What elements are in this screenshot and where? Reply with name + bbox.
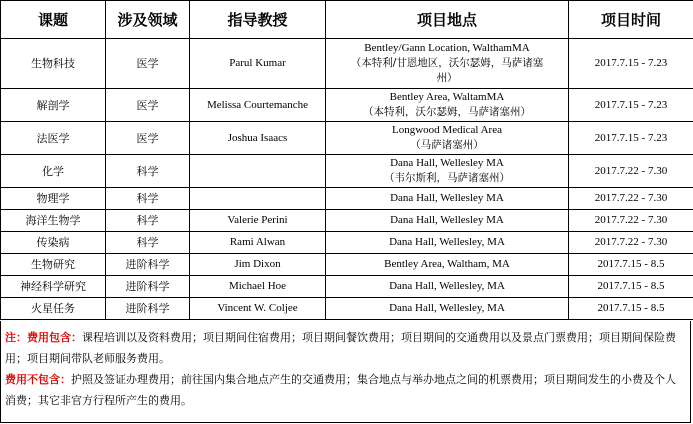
domain-cell: 医学 — [106, 122, 190, 155]
advisor-cell: Vincent W. Coljee — [190, 298, 326, 320]
domain-cell: 科学 — [106, 188, 190, 210]
location-line: Bentley/Gann Location, WalthamMA — [364, 42, 530, 54]
time-cell: 2017.7.22 - 7.30 — [569, 155, 693, 188]
table-row — [1, 155, 693, 188]
course-cell: 火星任务 — [1, 298, 106, 320]
time-cell: 2017.7.15 - 8.5 — [569, 298, 693, 320]
domain-cell: 科学 — [106, 232, 190, 254]
header-domain: 涉及领域 — [106, 1, 190, 39]
location-line: （本特利/甘恩地区，沃尔瑟姆，马萨诸塞 — [350, 57, 544, 69]
fee-notes — [0, 321, 691, 423]
advisor-cell — [190, 188, 326, 210]
course-cell: 法医学 — [1, 122, 106, 155]
advisor-cell: Parul Kumar — [190, 39, 326, 89]
header-time: 项目时间 — [569, 1, 693, 39]
time-cell: 2017.7.22 - 7.30 — [569, 232, 693, 254]
advisor-cell: Valerie Perini — [190, 210, 326, 232]
course-cell: 解剖学 — [1, 89, 106, 122]
location-line: 州） — [436, 72, 458, 84]
domain-cell: 科学 — [106, 155, 190, 188]
table-row — [1, 188, 693, 210]
location-cell — [326, 298, 569, 320]
course-cell: 生物研究 — [1, 254, 106, 276]
location-line: Bentley Area, Waltham, MA — [384, 258, 510, 270]
table-body — [1, 39, 693, 320]
domain-cell: 医学 — [106, 89, 190, 122]
time-cell: 2017.7.22 - 7.30 — [569, 188, 693, 210]
course-cell: 传染病 — [1, 232, 106, 254]
location-line: Dana Hall, Wellesley, MA — [389, 280, 505, 292]
time-cell: 2017.7.15 - 8.5 — [569, 254, 693, 276]
time-cell: 2017.7.15 - 7.23 — [569, 122, 693, 155]
location-line: （马萨诸塞州） — [410, 139, 484, 151]
advisor-cell: Rami Alwan — [190, 232, 326, 254]
location-line: （本特利，沃尔瑟姆，马萨诸塞州） — [363, 106, 531, 118]
course-cell: 神经科学研究 — [1, 276, 106, 298]
time-cell: 2017.7.22 - 7.30 — [569, 210, 693, 232]
location-line: （韦尔斯利，马萨诸塞州） — [384, 172, 510, 184]
header-row — [1, 1, 693, 39]
location-line: Dana Hall, Wellesley, MA — [389, 302, 505, 314]
domain-cell: 医学 — [106, 39, 190, 89]
advisor-cell — [190, 155, 326, 188]
header-advisor: 指导教授 — [190, 1, 326, 39]
time-cell: 2017.7.15 - 7.23 — [569, 89, 693, 122]
advisor-cell: Michael Hoe — [190, 276, 326, 298]
header-location: 项目地点 — [326, 1, 569, 39]
course-cell: 生物科技 — [1, 39, 106, 89]
advisor-cell: Melissa Courtemanche — [190, 89, 326, 122]
time-cell: 2017.7.15 - 8.5 — [569, 276, 693, 298]
table-row — [1, 232, 693, 254]
location-line: Dana Hall, Wellesley MA — [390, 157, 504, 169]
location-cell — [326, 122, 569, 155]
location-line: Dana Hall, Wellesley MA — [390, 192, 504, 204]
location-cell — [326, 89, 569, 122]
domain-cell: 科学 — [106, 210, 190, 232]
excluded-text: 护照及签证办理费用；前往国内集合地点产生的交通费用；集合地点与举办地点之间的机票费用；项目期间发生的小费及个人消费；其它非官方行程所产生的费用。 — [5, 373, 676, 407]
domain-cell: 进阶科学 — [106, 254, 190, 276]
location-cell — [326, 210, 569, 232]
location-cell — [326, 39, 569, 89]
course-cell: 化学 — [1, 155, 106, 188]
location-line: Longwood Medical Area — [392, 124, 502, 136]
location-cell — [326, 232, 569, 254]
included-text: 课程培训以及资料费用；项目期间住宿费用；项目期间餐饮费用；项目期间的交通费用以及景点门票费用；项目期间保险费用；项目期间带队老师服务费用。 — [5, 331, 676, 365]
course-cell: 海洋生物学 — [1, 210, 106, 232]
location-cell — [326, 188, 569, 210]
location-cell — [326, 276, 569, 298]
table-row — [1, 210, 693, 232]
location-cell — [326, 155, 569, 188]
location-line: Dana Hall, Wellesley MA — [390, 214, 504, 226]
advisor-cell: Jim Dixon — [190, 254, 326, 276]
location-line: Bentley Area, WaltamMA — [389, 91, 505, 103]
location-cell — [326, 254, 569, 276]
table-row — [1, 122, 693, 155]
course-cell: 物理学 — [1, 188, 106, 210]
location-line: Dana Hall, Wellesley, MA — [389, 236, 505, 248]
header-course: 课题 — [1, 1, 106, 39]
table-row — [1, 89, 693, 122]
table-row — [1, 254, 693, 276]
time-cell: 2017.7.15 - 7.23 — [569, 39, 693, 89]
table-row — [1, 39, 693, 89]
table-row — [1, 276, 693, 298]
included-label: 注：费用包含： — [5, 331, 82, 344]
domain-cell: 进阶科学 — [106, 276, 190, 298]
domain-cell: 进阶科学 — [106, 298, 190, 320]
table-row — [1, 298, 693, 320]
advisor-cell: Joshua Isaacs — [190, 122, 326, 155]
excluded-label: 费用不包含： — [5, 373, 71, 386]
